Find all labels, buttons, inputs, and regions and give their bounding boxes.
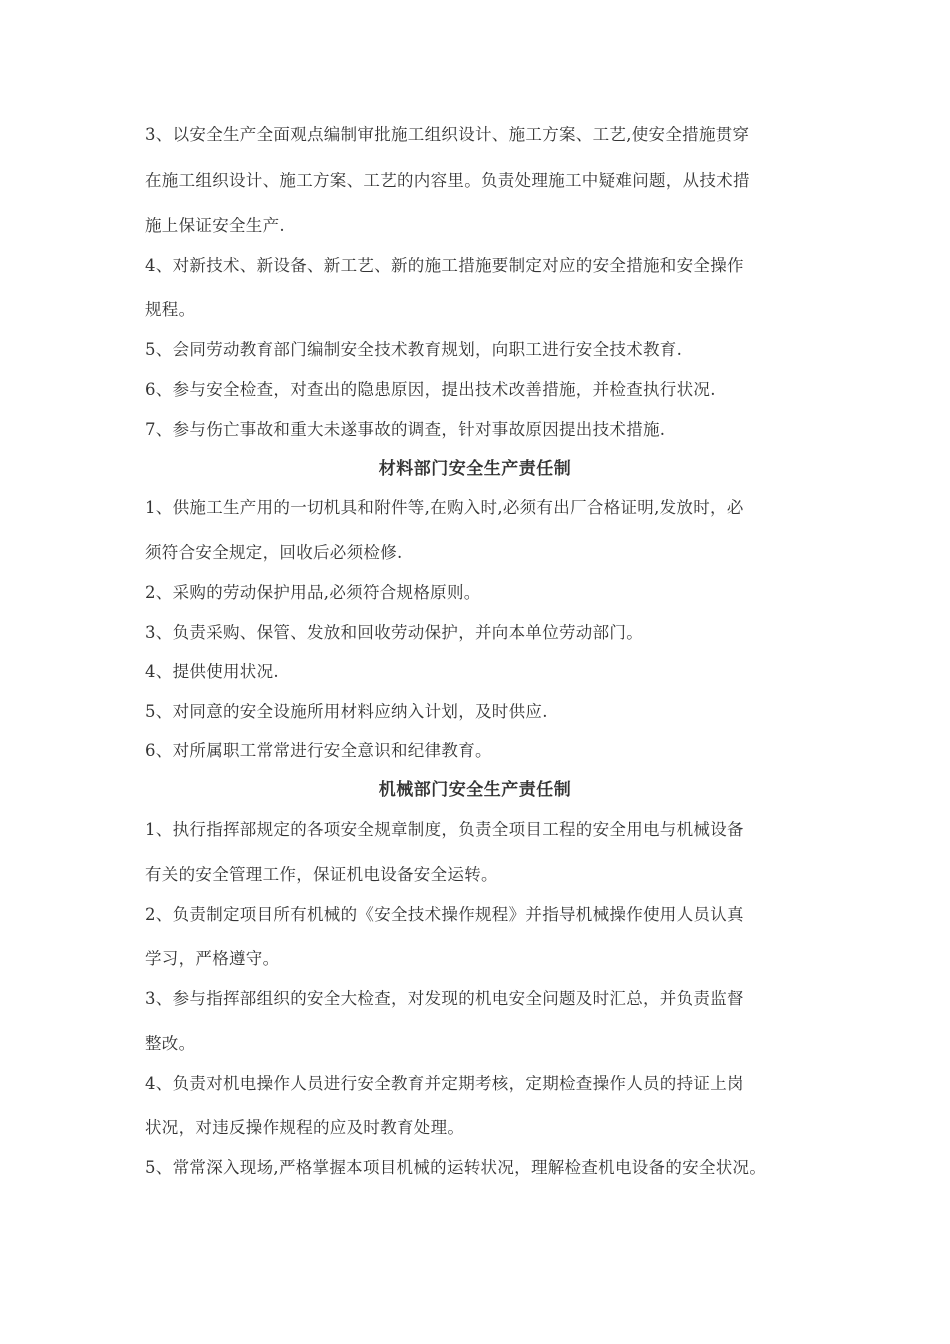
material-item-3: 3、负责采购、保管、发放和回收劳动保护，并向本单位劳动部门。: [145, 623, 643, 642]
tech-item-4-line-2: 规程。: [145, 300, 196, 319]
machinery-item-4-line-2: 状况，对违反操作规程的应及时教育处理。: [145, 1118, 465, 1137]
material-item-2: 2、采购的劳动保护用品,必须符合规格原则。: [145, 583, 481, 602]
material-item-6: 6、对所属职工常常进行安全意识和纪律教育。: [145, 741, 492, 760]
machinery-item-3-line-2: 整改。: [145, 1034, 196, 1053]
tech-item-6: 6、参与安全检查，对查出的隐患原因，提出技术改善措施，并检查执行状况.: [145, 380, 716, 399]
machinery-item-2-line-1: 2、负责制定项目所有机械的《安全技术操作规程》并指导机械操作使用人员认真: [145, 905, 744, 924]
tech-item-7: 7、参与伤亡事故和重大未遂事故的调查，针对事故原因提出技术措施.: [145, 420, 666, 439]
material-item-1-line-1: 1、供施工生产用的一切机具和附件等,在购入时,必须有出厂合格证明,发放时，必: [145, 498, 744, 517]
tech-item-3-line-3: 施上保证安全生产.: [145, 216, 285, 235]
machinery-item-1-line-2: 有关的安全管理工作，保证机电设备安全运转。: [145, 865, 498, 884]
machinery-item-1-line-1: 1、执行指挥部规定的各项安全规章制度，负责全项目工程的安全用电与机械设备: [145, 820, 744, 839]
machinery-item-3-line-1: 3、参与指挥部组织的安全大检查，对发现的机电安全问题及时汇总，并负责监督: [145, 989, 744, 1008]
tech-item-5: 5、会同劳动教育部门编制安全技术教育规划，向职工进行安全技术教育.: [145, 340, 683, 359]
tech-item-3-line-2: 在施工组织设计、施工方案、工艺的内容里。负责处理施工中疑难问题，从技术措: [145, 171, 750, 190]
material-item-1-line-2: 须符合安全规定，回收后必须检修.: [145, 543, 403, 562]
material-item-4: 4、提供使用状况.: [145, 662, 279, 681]
machinery-item-4-line-1: 4、负责对机电操作人员进行安全教育并定期考核，定期检查操作人员的持证上岗: [145, 1074, 744, 1093]
material-section-title: 材料部门安全生产责任制: [378, 459, 572, 479]
material-item-5: 5、对同意的安全设施所用材料应纳入计划，及时供应.: [145, 702, 548, 721]
machinery-item-2-line-2: 学习，严格遵守。: [145, 949, 280, 968]
machinery-item-5: 5、常常深入现场,严格掌握本项目机械的运转状况，理解检查机电设备的安全状况。: [145, 1158, 767, 1177]
tech-item-4-line-1: 4、对新技术、新设备、新工艺、新的施工措施要制定对应的安全措施和安全操作: [145, 256, 744, 275]
tech-item-3-line-1: 3、以安全生产全面观点编制审批施工组织设计、施工方案、工艺,使安全措施贯穿: [145, 125, 750, 144]
machinery-section-title: 机械部门安全生产责任制: [378, 780, 572, 800]
